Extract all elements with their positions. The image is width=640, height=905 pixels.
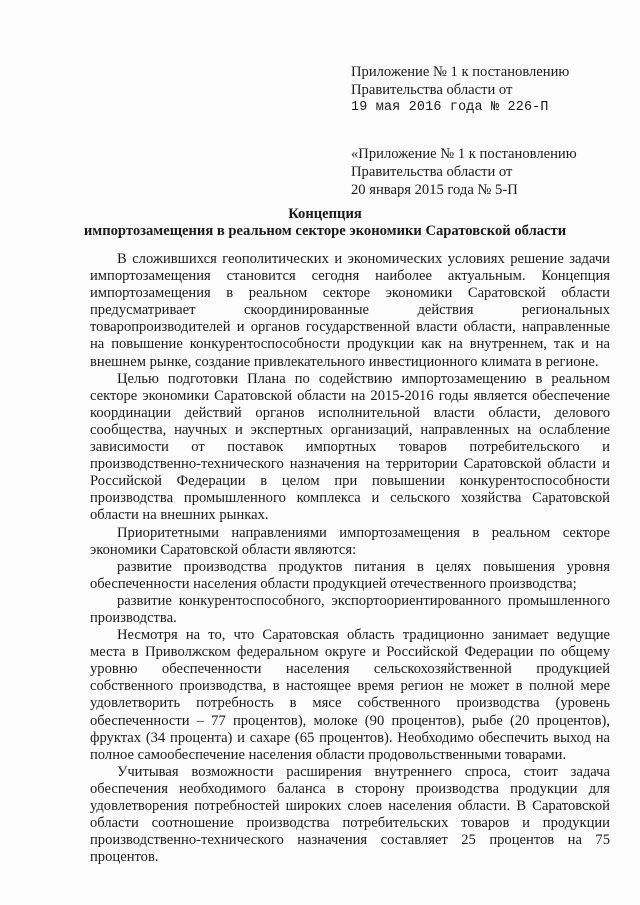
- paragraph: В сложившихся геополитических и экономических условиях решение задачи импортозамещения становится сегодня наиболее актуальным. Концепция импортозамещения в реальном секторе экономики Саратовской области предусматривает скоординированные действия региональных товаропроизводителей и органов государственной власти области, направленные на повышение конкурентоспособности продукции как на внутреннем, так и на внешнем рынке, создание привлекательного инвестиционного климата в регионе.: [90, 251, 610, 370]
- paragraph: Несмотря на то, что Саратовская область традиционно занимает ведущие места в Приволжском федеральном округе и Российской Федерации по общему уровню обеспеченности населения сельскохозяйственной продукцией собственного производства, в настоящее время регион не может в полной мере удовлетворить потребность в мясе собственного производства (уровень обеспеченности – 77 процентов), молоке (90 процентов), рыбе (20 процентов), фруктах (34 процента) и сахаре (65 процентов). Необходимо обеспечить выход на полное самообеспечение населения области продовольственными товарами.: [90, 627, 610, 763]
- appendix-header-line: Приложение № 1 к постановлению: [351, 64, 570, 80]
- appendix-header-line: Правительства области от: [351, 164, 513, 180]
- paragraph: развитие производства продуктов питания в целях повышения уровня обеспеченности населения области продукцией отечественного производства;: [90, 558, 610, 592]
- appendix-header-date: 19 мая 2016 года № 226-П: [351, 100, 549, 115]
- paragraph: Целью подготовки Плана по содействию импортозамещению в реальном секторе экономики Саратовской области на 2015-2016 годы является обеспечение координации действий органов исполнительной власти области, делового сообщества, научных и экспертных организаций, направленных на ослабление зависимости от поставок импортных товаров потребительского и производственно-технического назначения на территории Саратовской области и Российской Федерации в целом при повышении конкурентоспособности производства промышленного комплекса и сельского хозяйства Саратовской области на внешних рынках.: [90, 370, 610, 524]
- title-line: импортозамещения в реальном секторе экономики Саратовской области: [83, 223, 567, 239]
- document-body: [90, 251, 610, 866]
- title-line: Концепция: [288, 206, 362, 222]
- appendix-header-date: 20 января 2015 года № 5-П: [351, 182, 518, 198]
- appendix-header-line: «Приложение № 1 к постановлению: [351, 146, 577, 162]
- paragraph: Приоритетными направлениями импортозамещения в реальном секторе экономики Саратовской области являются:: [90, 524, 610, 558]
- appendix-header-current: [351, 63, 621, 117]
- appendix-header-line: Правительства области от: [351, 82, 513, 98]
- document-title: [40, 206, 610, 240]
- paragraph: Учитывая возможности расширения внутреннего спроса, стоит задача обеспечения необходимого баланса в сторону производства продукции для удовлетворения потребностей широких слоев населения области. В Саратовской области соотношение производства потребительских товаров и продукции производственно-технического назначения составляет 25 процентов на 75 процентов.: [90, 763, 610, 866]
- appendix-header-previous: [351, 145, 621, 199]
- paragraph: развитие конкурентоспособного, экспортоориентированного промышленного производства.: [90, 592, 610, 626]
